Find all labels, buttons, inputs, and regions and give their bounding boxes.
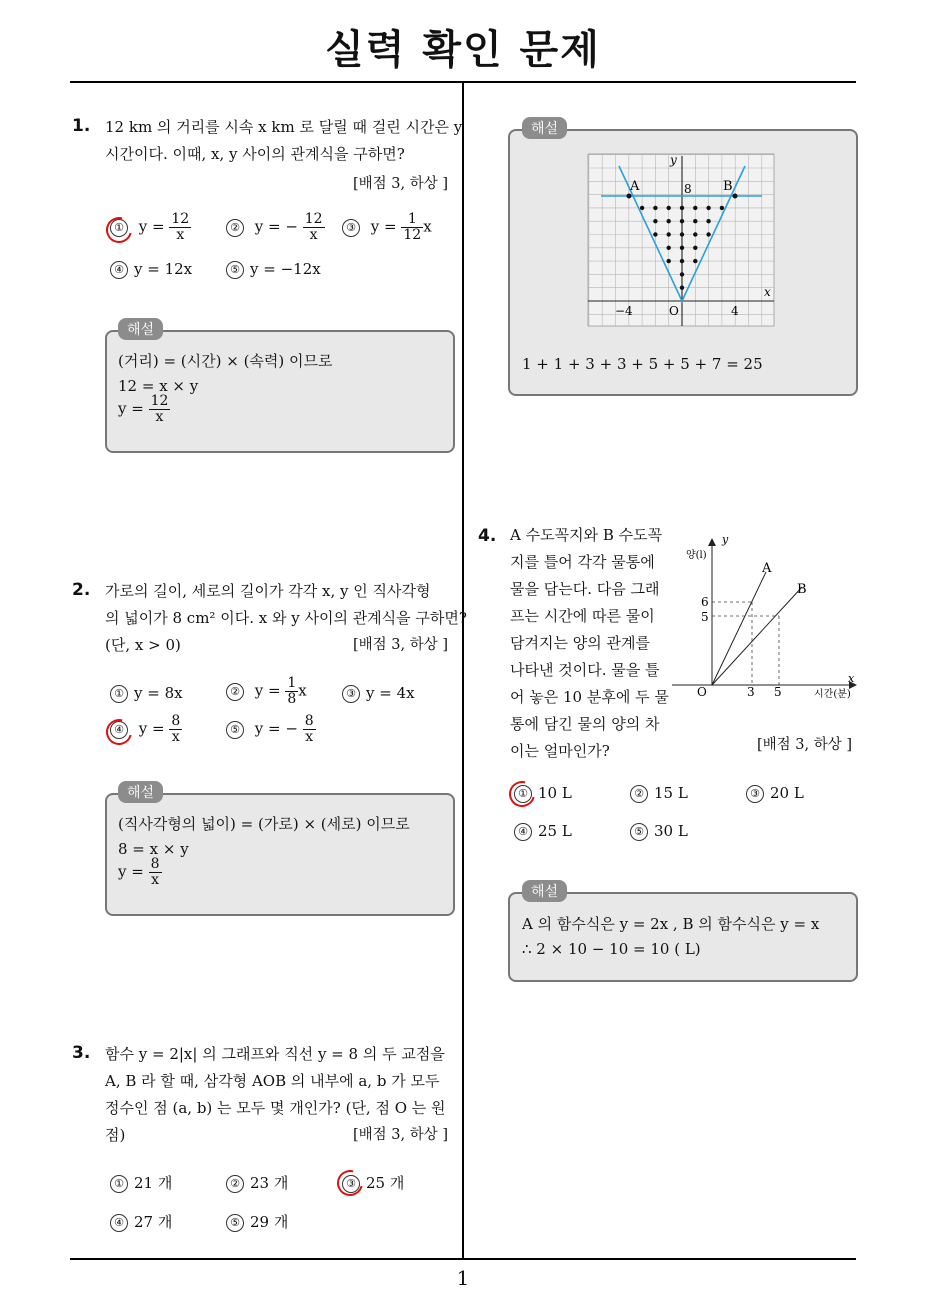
lattice-point — [653, 206, 657, 210]
question-4-meta: [배점 3, 하상 ] — [756, 737, 852, 753]
q3-option-1[interactable] — [110, 1172, 172, 1193]
q3-option-3-text: 25 개 — [366, 1174, 405, 1192]
label-x: x — [848, 672, 855, 685]
question-4-line-7: 어 놓은 10 분후에 두 물 — [510, 688, 669, 706]
q1-option-5[interactable] — [226, 260, 321, 279]
option-number-2: ② — [226, 219, 244, 237]
lattice-point — [640, 206, 644, 210]
q4-solution-line-1: A 의 함수식은 y = 2x , B 의 함수식은 y = x — [522, 915, 820, 933]
numerator: 8 — [150, 856, 160, 872]
q4-option-1-text: 10 L — [538, 784, 572, 802]
q2-solution-line-2: 8 = x × y — [118, 840, 189, 858]
option-number-3: ③ — [342, 219, 360, 237]
question-4-text — [510, 522, 670, 765]
denominator: x — [309, 227, 318, 243]
fraction — [149, 857, 162, 888]
q3-option-2[interactable] — [226, 1172, 288, 1193]
lattice-point — [653, 219, 657, 223]
q1-option-3-rhs: x — [423, 217, 432, 236]
q3-solution-tag: 해설 — [522, 117, 567, 139]
q4-option-2[interactable] — [630, 784, 688, 803]
lattice-point — [693, 246, 697, 250]
q2-option-2-rhs: x — [298, 681, 307, 700]
q4-option-4[interactable] — [514, 822, 572, 841]
question-1-number: 1. — [72, 116, 91, 136]
question-3-meta: [배점 3, 하상 ] — [352, 1127, 448, 1143]
q2-option-4-lhs: y = — [138, 719, 165, 738]
option-number-2: ② — [630, 785, 648, 803]
label-O: O — [697, 685, 707, 699]
option-number-3: ③ — [746, 785, 764, 803]
q1-solution-line-2: 12 = x × y — [118, 377, 199, 395]
q1-solution-line-3 — [118, 394, 170, 425]
label-3: 3 — [747, 685, 755, 699]
q3-solution-graph — [586, 152, 778, 330]
label-x: x — [764, 285, 771, 299]
question-4-line-3: 물을 담는다. 다음 그래 — [510, 580, 660, 598]
option-number-2: ② — [226, 683, 244, 701]
denominator: x — [151, 872, 159, 888]
denominator: 12 — [403, 227, 422, 243]
label-B: B — [797, 582, 807, 597]
q4-option-3-text: 20 L — [770, 784, 804, 802]
q4-solution-tag: 해설 — [522, 880, 567, 902]
question-4-line-1: A 수도꼭지와 B 수도꼭 — [510, 526, 663, 544]
question-2-line-1: 가로의 길이, 세로의 길이가 각각 x, y 인 직사각형 — [105, 582, 431, 600]
q1-option-3-lhs: y = — [370, 217, 397, 236]
q1-option-3-fraction — [401, 212, 423, 243]
numerator: 8 — [171, 713, 181, 729]
question-3-line-3: 정수인 점 (a, b) 는 모두 몇 개인가? (단, 점 O 는 원 — [105, 1099, 446, 1117]
q1-option-2-fraction — [303, 212, 325, 243]
option-number-1: ① — [110, 685, 128, 703]
question-4-line-5: 담겨지는 양의 관계를 — [510, 634, 650, 652]
numerator: 1 — [401, 212, 423, 228]
q4-solution-box — [508, 892, 858, 982]
lattice-point — [667, 259, 671, 263]
label-amount: 양(l) — [686, 550, 707, 561]
label-B: B — [723, 179, 733, 194]
q4-solution-line-2: ∴ 2 × 10 − 10 = 10 ( L) — [522, 940, 701, 958]
label-A: A — [762, 561, 772, 576]
label-A: A — [630, 179, 640, 194]
option-number-5: ⑤ — [226, 721, 244, 739]
q3-option-1-text: 21 개 — [134, 1174, 173, 1192]
q3-option-5-text: 29 개 — [250, 1213, 289, 1231]
option-number-4: ④ — [110, 1214, 128, 1232]
q4-option-4-text: 25 L — [538, 822, 572, 840]
lattice-point — [693, 232, 697, 236]
q1-option-3[interactable] — [342, 212, 432, 243]
q2-option-1[interactable] — [110, 684, 183, 703]
lattice-point — [680, 219, 684, 223]
q2-option-3-text: y = 4x — [366, 684, 415, 702]
label-y: y — [670, 153, 677, 167]
question-3-line-4: 점) — [105, 1126, 126, 1144]
q1-option-4-text: y = 12x — [134, 260, 193, 278]
question-2-number: 2. — [72, 580, 91, 600]
question-4-line-2: 지를 틀어 각각 물통에 — [510, 553, 655, 571]
option-number-1: ① — [110, 1175, 128, 1193]
q2-solution-line-3 — [118, 857, 162, 888]
denominator: x — [305, 729, 314, 745]
option-number-4: ④ — [514, 823, 532, 841]
lattice-point — [667, 206, 671, 210]
label-O: O — [669, 304, 679, 318]
denominator: x — [155, 409, 164, 425]
question-4-line-8: 통에 담긴 물의 양의 차 — [510, 715, 660, 733]
numerator: 12 — [304, 211, 323, 227]
question-1-meta: [배점 3, 하상 ] — [352, 176, 448, 192]
label-5-x: 5 — [774, 685, 782, 699]
label-5: 5 — [701, 610, 709, 624]
question-4-line-4: 프는 시간에 따른 물이 — [510, 607, 655, 625]
lattice-point — [680, 246, 684, 250]
q3-solution-line-1: 1 + 1 + 3 + 3 + 5 + 5 + 7 = 25 — [522, 355, 763, 373]
question-2-line-2: 의 넓이가 8 cm² 이다. x 와 y 사이의 관계식을 구하면? — [105, 609, 467, 627]
numerator: 1 — [287, 675, 297, 691]
question-1-line-2: 시간이다. 이때, x, y 사이의 관계식을 구하면? — [105, 145, 405, 163]
q2-option-5[interactable] — [226, 714, 316, 745]
q4-option-2-text: 15 L — [654, 784, 688, 802]
q4-option-3[interactable] — [746, 784, 804, 803]
option-number-4: ④ — [110, 721, 128, 739]
label-6: 6 — [701, 595, 709, 609]
q3-option-2-text: 23 개 — [250, 1174, 289, 1192]
label-4: 4 — [731, 304, 739, 318]
lattice-point — [667, 232, 671, 236]
answer-mark-icon — [332, 1165, 368, 1201]
q2-option-2-lhs: y = — [254, 681, 281, 700]
q2-option-3[interactable] — [342, 684, 415, 703]
lattice-point — [680, 259, 684, 263]
lattice-point — [667, 246, 671, 250]
denominator: x — [176, 227, 185, 243]
answer-mark-icon — [504, 776, 540, 812]
lattice-point — [693, 206, 697, 210]
label-neg4: −4 — [615, 304, 633, 318]
q1-solution-line-1: (거리) = (시간) × (속력) 이므로 — [118, 352, 333, 370]
q2-option-2-fraction — [285, 676, 298, 707]
label-time: 시간(분) — [814, 689, 851, 700]
numerator: 12 — [171, 211, 190, 227]
q1-option-1-fraction — [169, 212, 191, 243]
option-number-5: ⑤ — [226, 1214, 244, 1232]
point-A — [627, 194, 632, 199]
lattice-point — [706, 219, 710, 223]
lhs: y = — [118, 862, 144, 881]
label-8: 8 — [684, 182, 692, 196]
numerator: 12 — [150, 393, 169, 409]
q3-option-4-text: 27 개 — [134, 1213, 173, 1231]
column-divider — [462, 83, 464, 1260]
q4-option-5[interactable] — [630, 822, 688, 841]
denominator: x — [171, 729, 180, 745]
option-number-4: ④ — [110, 261, 128, 279]
question-4-line-9: 이는 얼마인가? — [510, 742, 610, 760]
question-4-line-6: 나타낸 것이다. 물을 틀 — [510, 661, 660, 679]
lattice-point — [680, 206, 684, 210]
option-number-1: ① — [514, 785, 532, 803]
lattice-point — [693, 259, 697, 263]
q1-solution-tag: 해설 — [118, 318, 163, 340]
lattice-point — [680, 286, 684, 290]
question-3-line-1: 함수 y = 2|x| 의 그래프와 직선 y = 8 의 두 교점을 — [105, 1045, 445, 1063]
lattice-point — [706, 232, 710, 236]
q2-option-4-fraction — [169, 714, 182, 745]
question-3-line-2: A, B 라 할 때, 삼각형 AOB 의 내부에 a, b 가 모두 — [105, 1072, 440, 1090]
numerator: 8 — [304, 713, 314, 729]
denominator: 8 — [287, 691, 297, 707]
point-B — [733, 194, 738, 199]
option-number-5: ⑤ — [630, 823, 648, 841]
option-number-1: ① — [110, 219, 128, 237]
q1-option-2[interactable] — [226, 212, 325, 243]
lhs: y = — [118, 399, 144, 418]
q1-option-1-lhs: y = — [138, 217, 165, 236]
option-number-3: ③ — [342, 685, 360, 703]
y-axis-arrow-icon — [708, 538, 716, 546]
q4-graph — [672, 530, 862, 705]
lattice-point — [720, 206, 724, 210]
option-number-3: ③ — [342, 1175, 360, 1193]
question-1-text — [105, 114, 462, 168]
q1-option-5-text: y = −12x — [250, 260, 321, 278]
q2-solution-line-1: (직사각형의 넓이) = (가로) × (세로) 이므로 — [118, 815, 410, 833]
footer-rule — [70, 1258, 856, 1260]
lattice-point — [693, 219, 697, 223]
q3-option-5[interactable] — [226, 1211, 288, 1232]
q4-option-5-text: 30 L — [654, 822, 688, 840]
line-A — [712, 572, 766, 685]
option-number-2: ② — [226, 1175, 244, 1193]
page-number: 1 — [456, 1266, 470, 1290]
option-number-5: ⑤ — [226, 261, 244, 279]
q2-solution-tag: 해설 — [118, 781, 163, 803]
lattice-point — [706, 206, 710, 210]
question-3-number: 3. — [72, 1043, 91, 1063]
q2-option-5-fraction — [303, 714, 316, 745]
question-2-line-3: (단, x > 0) — [105, 636, 181, 654]
fraction — [149, 394, 171, 425]
question-1-line-1: 12 km 의 거리를 시속 x km 로 달릴 때 걸린 시간은 y — [105, 118, 463, 136]
q2-option-5-lhs: y = − — [254, 719, 298, 738]
q1-option-4[interactable] — [110, 260, 192, 279]
lattice-point — [680, 272, 684, 276]
lattice-point — [653, 232, 657, 236]
page-title: 실력 확인 문제 — [325, 27, 601, 73]
question-2-meta: [배점 3, 하상 ] — [352, 637, 448, 653]
q3-option-4[interactable] — [110, 1211, 172, 1232]
question-4-number: 4. — [478, 526, 497, 546]
q2-option-2[interactable] — [226, 676, 307, 707]
label-y: y — [722, 533, 729, 546]
q1-option-2-lhs: y = − — [254, 217, 298, 236]
q2-option-1-text: y = 8x — [134, 684, 183, 702]
lattice-point — [667, 219, 671, 223]
lattice-point — [680, 232, 684, 236]
